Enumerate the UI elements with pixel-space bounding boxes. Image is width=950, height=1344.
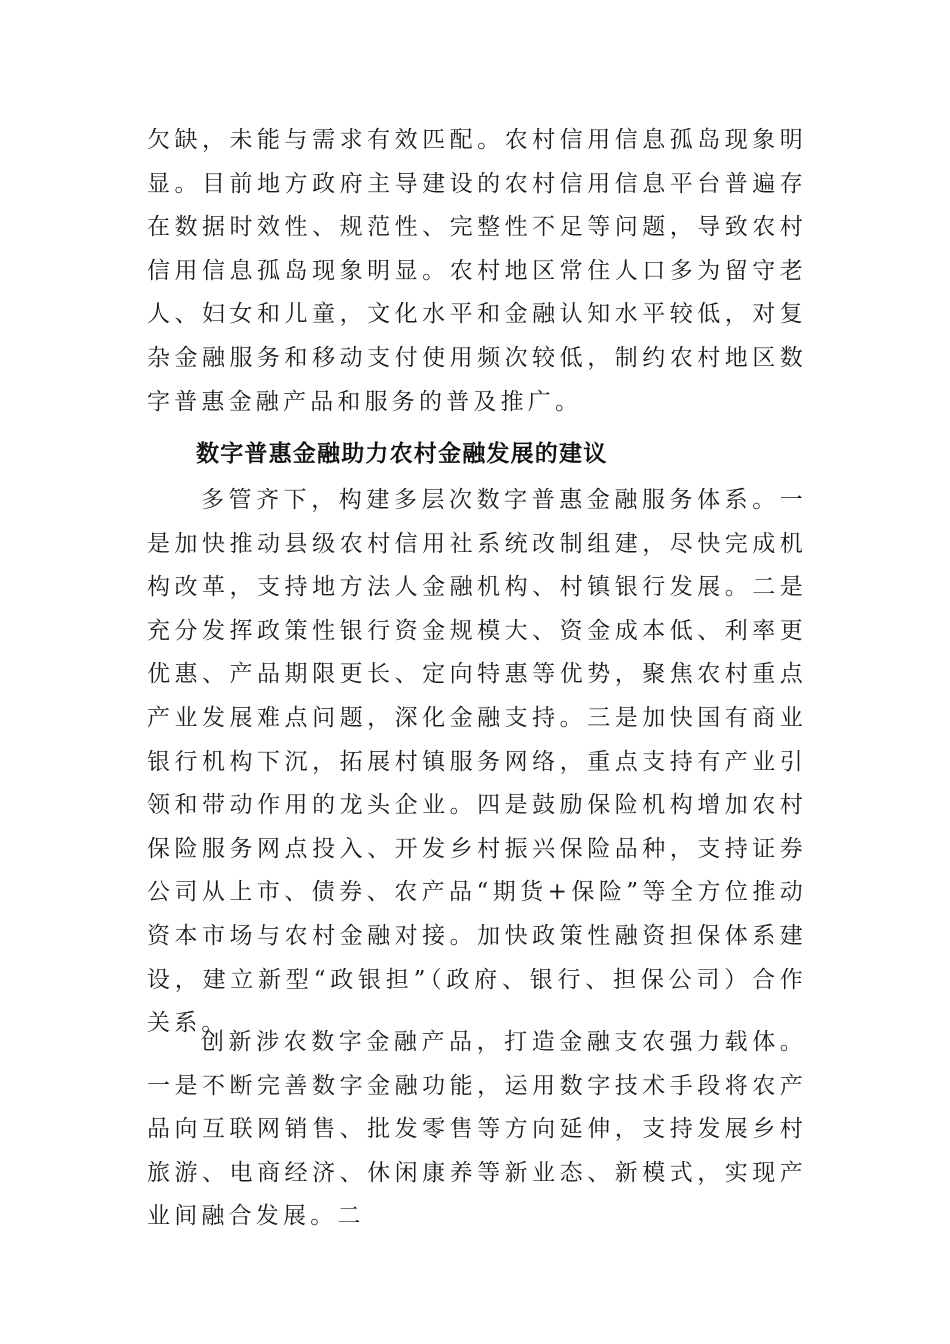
paragraph-recommendation-2: 创新涉农数字金融产品，打造金融支农强力载体。一是不断完善数字金融功能，运用数字技术手段将农产品向互联网销售、批发零售等方向延伸，支持发展乡村旅游、电商经济、休闲康养等新业态、新模式，实现产业间融合发展。二 xyxy=(147,1029,807,1230)
paragraph-continued: 欠缺，未能与需求有效匹配。农村信用信息孤岛现象明显。目前地方政府主导建设的农村信用信息平台普遍存在数据时效性、规范性、完整性不足等问题，导致农村信用信息孤岛现象明显。农村地区常住人口多为留守老人、妇女和儿童，文化水平和金融认知水平较低，对复杂金融服务和移动支付使用频次较低，制约农村地区数字普惠金融产品和服务的普及推广。 xyxy=(147,127,807,415)
paragraph-recommendation-1: 多管齐下，构建多层次数字普惠金融服务体系。一是加快推动县级农村信用社系统改制组建，尽快完成机构改革，支持地方法人金融机构、村镇银行发展。二是充分发挥政策性银行资金规模大、资金成本低、利率更优惠、产品期限更长、定向特惠等优势，聚焦农村重点产业发展难点问题，深化金融支持。三是加快国有商业银行机构下沉，拓展村镇服务网络，重点支持有产业引领和带动作用的龙头企业。四是鼓励保险机构增加农村保险服务网点投入、开发乡村振兴保险品种，支持证券公司从上市、债券、农产品“期货+保险”等全方位推动资本市场与农村金融对接。加快政策性融资担保体系建设，建立新型“政银担”（政府、银行、担保公司）合作关系。 xyxy=(147,487,807,1037)
section-heading: 数字普惠金融助力农村金融发展的建议 xyxy=(196,441,608,467)
